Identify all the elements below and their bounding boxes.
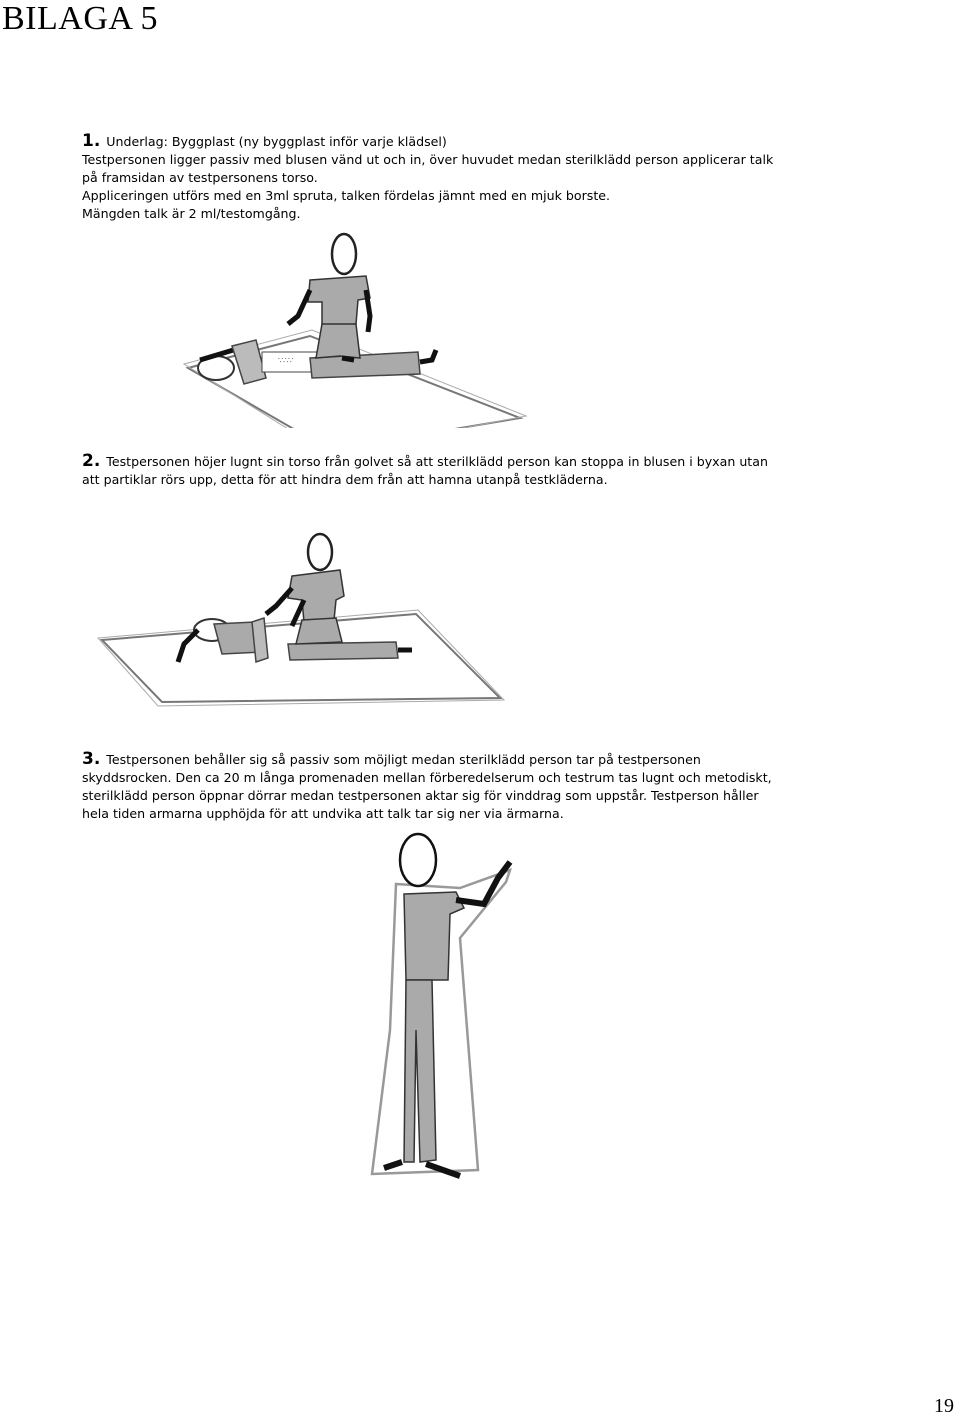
page-heading: BILAGA 5	[2, 0, 159, 37]
kneeling-person-shirt	[308, 276, 370, 326]
step-3-line-1: Testpersonen behåller sig så passiv som möjligt medan sterilklädd person tar på testpersonen	[106, 752, 701, 767]
svg-text:∵∴∵: ∵∴∵	[278, 356, 294, 365]
kneeling-person-head	[308, 534, 332, 570]
step-1-line-2: Testpersonen ligger passiv med blusen vänd ut och in, över huvudet medan sterilklädd person applicerar talk	[82, 152, 774, 167]
kneeling-person-head	[332, 234, 356, 274]
step-1-line-5: Mängden talk är 2 ml/testomgång.	[82, 206, 301, 221]
standing-person-foot-left	[384, 1162, 402, 1168]
illustration-blouse-tucking	[96, 530, 516, 710]
step-1-line-3: på framsidan av testpersonens torso.	[82, 170, 318, 185]
standing-person-legs	[404, 980, 436, 1162]
kneeling-person-arm-left	[288, 290, 310, 324]
illustration-talc-application	[170, 228, 530, 428]
lying-person-feet	[420, 350, 436, 362]
blouse	[232, 340, 266, 384]
kneeling-person-legs	[316, 324, 360, 358]
kneeling-person-arm-left	[266, 588, 292, 614]
lying-person-arm	[178, 630, 198, 662]
lying-person-legs	[288, 642, 398, 660]
step-1-line-4: Appliceringen utförs med en 3ml spruta, talken fördelas jämnt med en mjuk borste.	[82, 188, 611, 203]
illustration-standing-person-gown	[360, 830, 540, 1190]
standing-person-shirt	[404, 892, 464, 980]
step-1-line-1: Underlag: Byggplast (ny byggplast inför varje klädsel)	[106, 134, 447, 149]
blouse	[252, 618, 268, 662]
step-3-line-3: sterilklädd person öppnar dörrar medan testpersonen aktar sig för vinddrag som uppstår. Testperson håller	[82, 788, 759, 803]
page-number: 19	[934, 1395, 954, 1417]
step-2-number: 2.	[82, 451, 101, 471]
step-3-line-4: hela tiden armarna upphöjda för att undvika att talk tar sig ner via ärmarna.	[82, 806, 564, 821]
standing-person-head	[400, 834, 436, 886]
step-1-text	[82, 132, 822, 223]
step-3-text	[82, 750, 822, 823]
step-2-text	[82, 452, 822, 489]
step-2-line-1: Testpersonen höjer lugnt sin torso från golvet så att sterilklädd person kan stoppa in blusen i byxan utan	[106, 454, 768, 469]
kneeling-person-arm-right	[366, 290, 370, 332]
kneeling-person-legs	[296, 618, 342, 644]
step-2-line-2: att partiklar rörs upp, detta för att hindra dem från att hamna utanpå testkläderna.	[82, 472, 608, 487]
step-3-number: 3.	[82, 749, 101, 769]
step-1-number: 1.	[82, 131, 101, 151]
step-3-line-2: skyddsrocken. Den ca 20 m långa promenaden mellan förberedelserum och testrum tas lugnt och metodiskt,	[82, 770, 772, 785]
standing-person-arm	[456, 862, 510, 904]
